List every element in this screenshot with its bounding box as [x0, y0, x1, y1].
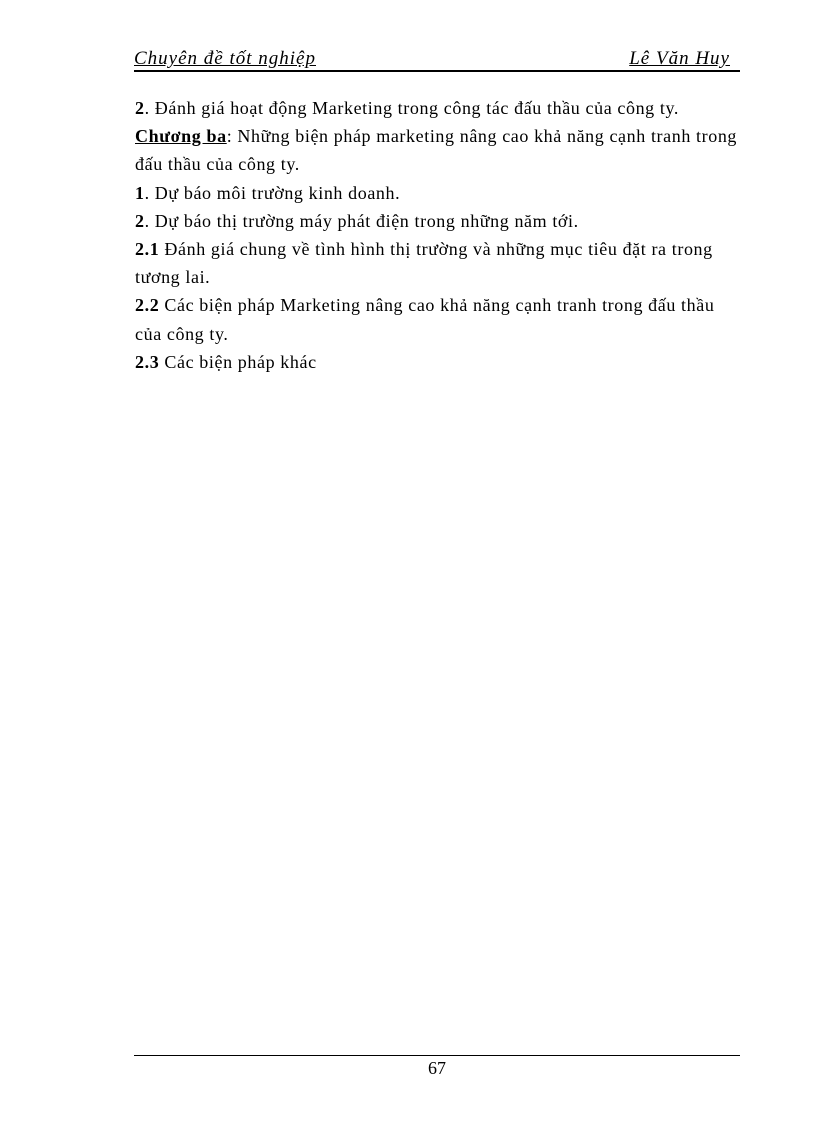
content-paragraph — [135, 348, 739, 376]
page-header — [134, 46, 740, 72]
section-number: 2.3 — [135, 351, 160, 372]
header-title: Chuyên đề tốt nghiệp — [134, 48, 316, 69]
section-number: 2.1 — [135, 239, 160, 260]
content-paragraph — [135, 94, 739, 122]
page-number: 67 — [428, 1058, 446, 1078]
page-content — [135, 94, 739, 376]
paragraph-text: . Dự báo thị trường máy phát điện trong những năm tới. — [144, 210, 579, 231]
footer-divider — [134, 1055, 740, 1056]
section-number: 1 — [135, 182, 145, 203]
content-paragraph — [135, 207, 739, 235]
paragraph-text: . Dự báo môi trường kinh doanh. — [144, 182, 401, 203]
paragraph-text: . Đánh giá hoạt động Marketing trong công tác đấu thầu của công ty. — [144, 98, 680, 118]
header-author: Lê Văn Huy — [629, 48, 730, 69]
content-paragraph — [135, 179, 739, 207]
content-paragraph — [135, 291, 739, 347]
paragraph-text: Đánh giá chung về tình hình thị trường và những mục tiêu đặt ra trong tương lai. — [135, 239, 713, 288]
paragraph-text: : Những biện pháp marketing nâng cao khả năng cạnh tranh trong đấu thầu của công ty. — [135, 126, 738, 175]
section-number: 2 — [135, 98, 145, 118]
paragraph-text: Các biện pháp khác — [159, 351, 317, 372]
content-paragraph — [135, 235, 739, 291]
paragraph-text: Các biện pháp Marketing nâng cao khả năng cạnh tranh trong đấu thầu của công ty. — [135, 295, 715, 344]
chapter-heading — [135, 122, 739, 178]
chapter-label: Chương ba — [135, 126, 227, 147]
section-number: 2.2 — [135, 295, 160, 316]
section-number: 2 — [135, 210, 145, 231]
